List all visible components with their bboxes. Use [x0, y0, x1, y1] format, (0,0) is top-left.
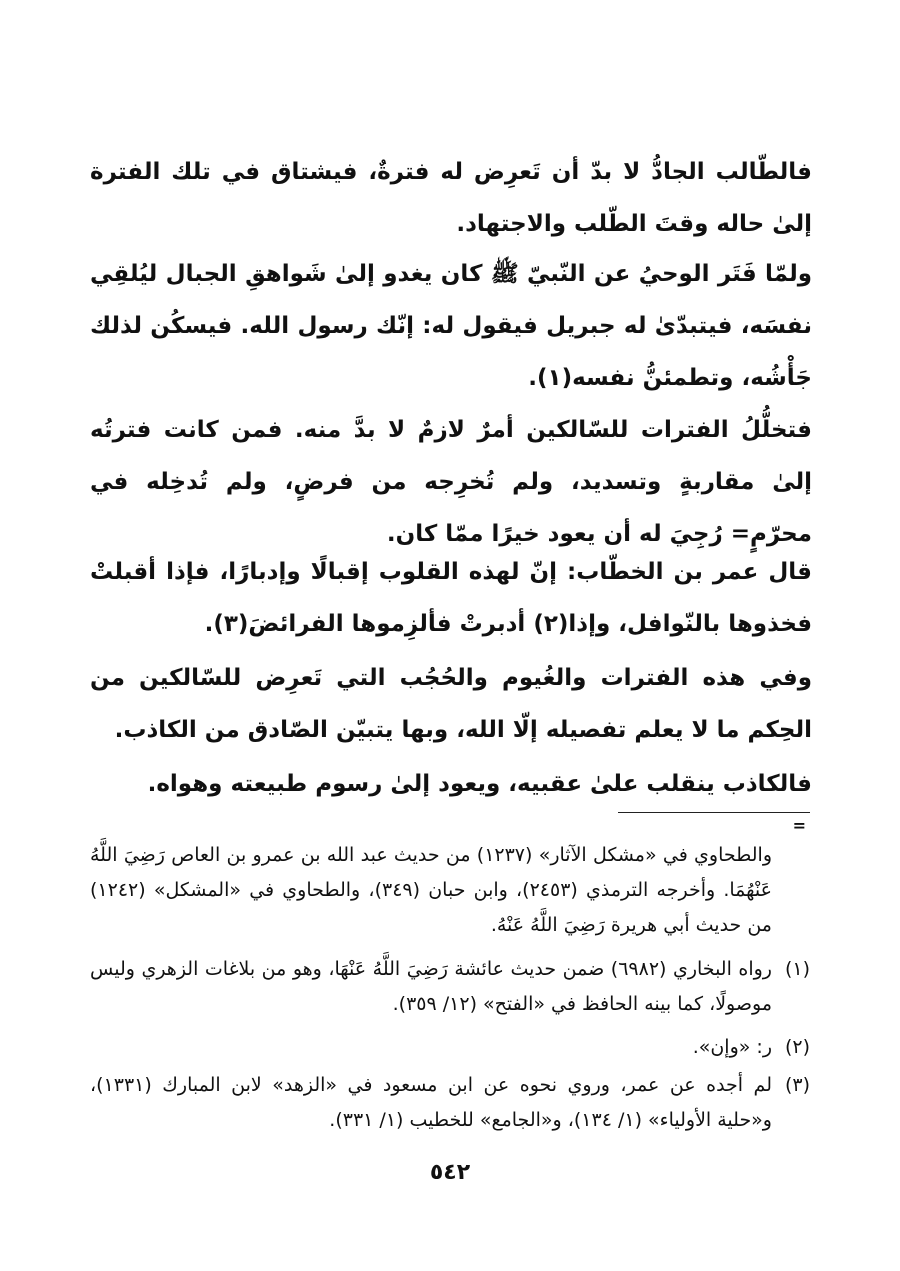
paragraph-4: قال عمر بن الخطّاب: إنّ لهذه القلوب إقبالًا وإدبارًا، فإذا أقبلتْ فخذوها بالنّوافل، وإذا(٢) أدبرتْ فألزِموها الفرائضَ(٣).: [90, 559, 812, 637]
paragraph-6: فالكاذب ينقلب علىٰ عقبيه، ويعود إلىٰ رسوم طبيعته وهواه.: [147, 771, 812, 797]
footnote-2-number: (٢): [784, 1036, 810, 1058]
footnote-continuation-text: والطحاوي في «مشكل الآثار» (١٢٣٧) من حديث عبد الله بن عمرو بن العاص رَضِيَ اللَّهُ عَنْهُمَا. وأخرجه الترمذي (٢٤٥٣)، وابن حبان (٣٤٩)، والطحاوي في «المشكل» (١٢٤٢) من حديث أبي هريرة رَضِيَ اللَّهُ عَنْهُ.: [90, 844, 772, 936]
footnote-1: [90, 952, 810, 1022]
footnote-2-text: ر: «وإن».: [692, 1036, 772, 1058]
footnote-1-number: (١): [784, 958, 810, 980]
footnote-3: [90, 1068, 810, 1138]
paragraph-1: فالطّالب الجادُّ لا بدّ أن تَعرِض له فترةٌ، فيشتاق في تلك الفترة إلىٰ حاله وقتَ الطّلب والاجتهاد.: [90, 159, 812, 237]
paragraph-5: وفي هذه الفترات والغُيوم والحُجُب التي تَعرِض للسّالكين من الحِكم ما لا يعلم تفصيله إلّا الله، وبها يتبيّن الصّادق من الكاذب.: [90, 665, 812, 743]
footnote-continuation-mark: =: [792, 816, 806, 835]
page-number: ٥٤٢: [429, 1160, 471, 1185]
footnote-continuation: [90, 838, 810, 943]
footnote-separator: [618, 812, 810, 813]
footnote-3-text: لم أجده عن عمر، وروي نحوه عن ابن مسعود في «الزهد» لابن المبارك (١٣٣١)، و«حلية الأولياء» (١/ ١٣٤)، و«الجامع» للخطيب (١/ ٣٣١).: [90, 1074, 772, 1131]
paragraph-2: ولمّا فَتَر الوحيُ عن النّبيّ ﷺ كان يغدو إلىٰ شَواهقِ الجبال ليُلقِي نفسَه، فيتبدّىٰ له جبريل فيقول له: إنّك رسول الله. فيسكُن لذلك جَأْشُه، وتطمئنُّ نفسه(١).: [90, 261, 812, 391]
footnote-2: [90, 1030, 810, 1065]
paragraph-3: فتخلُّلُ الفترات للسّالكين أمرٌ لازمٌ لا بدَّ منه. فمن كانت فترتُه إلىٰ مقاربةٍ وتسديد، ولم تُخرِجه من فرضٍ، ولم تُدخِله في محرّمٍ= رُجِيَ له أن يعود خيرًا ممّا كان.: [90, 417, 812, 547]
footnote-1-text: رواه البخاري (٦٩٨٢) ضمن حديث عائشة رَضِيَ اللَّهُ عَنْهَا، وهو من بلاغات الزهري وليس موصولًا، كما بينه الحافظ في «الفتح» (١٢/ ٣٥٩).: [90, 958, 772, 1015]
footnote-3-number: (٣): [784, 1074, 810, 1096]
